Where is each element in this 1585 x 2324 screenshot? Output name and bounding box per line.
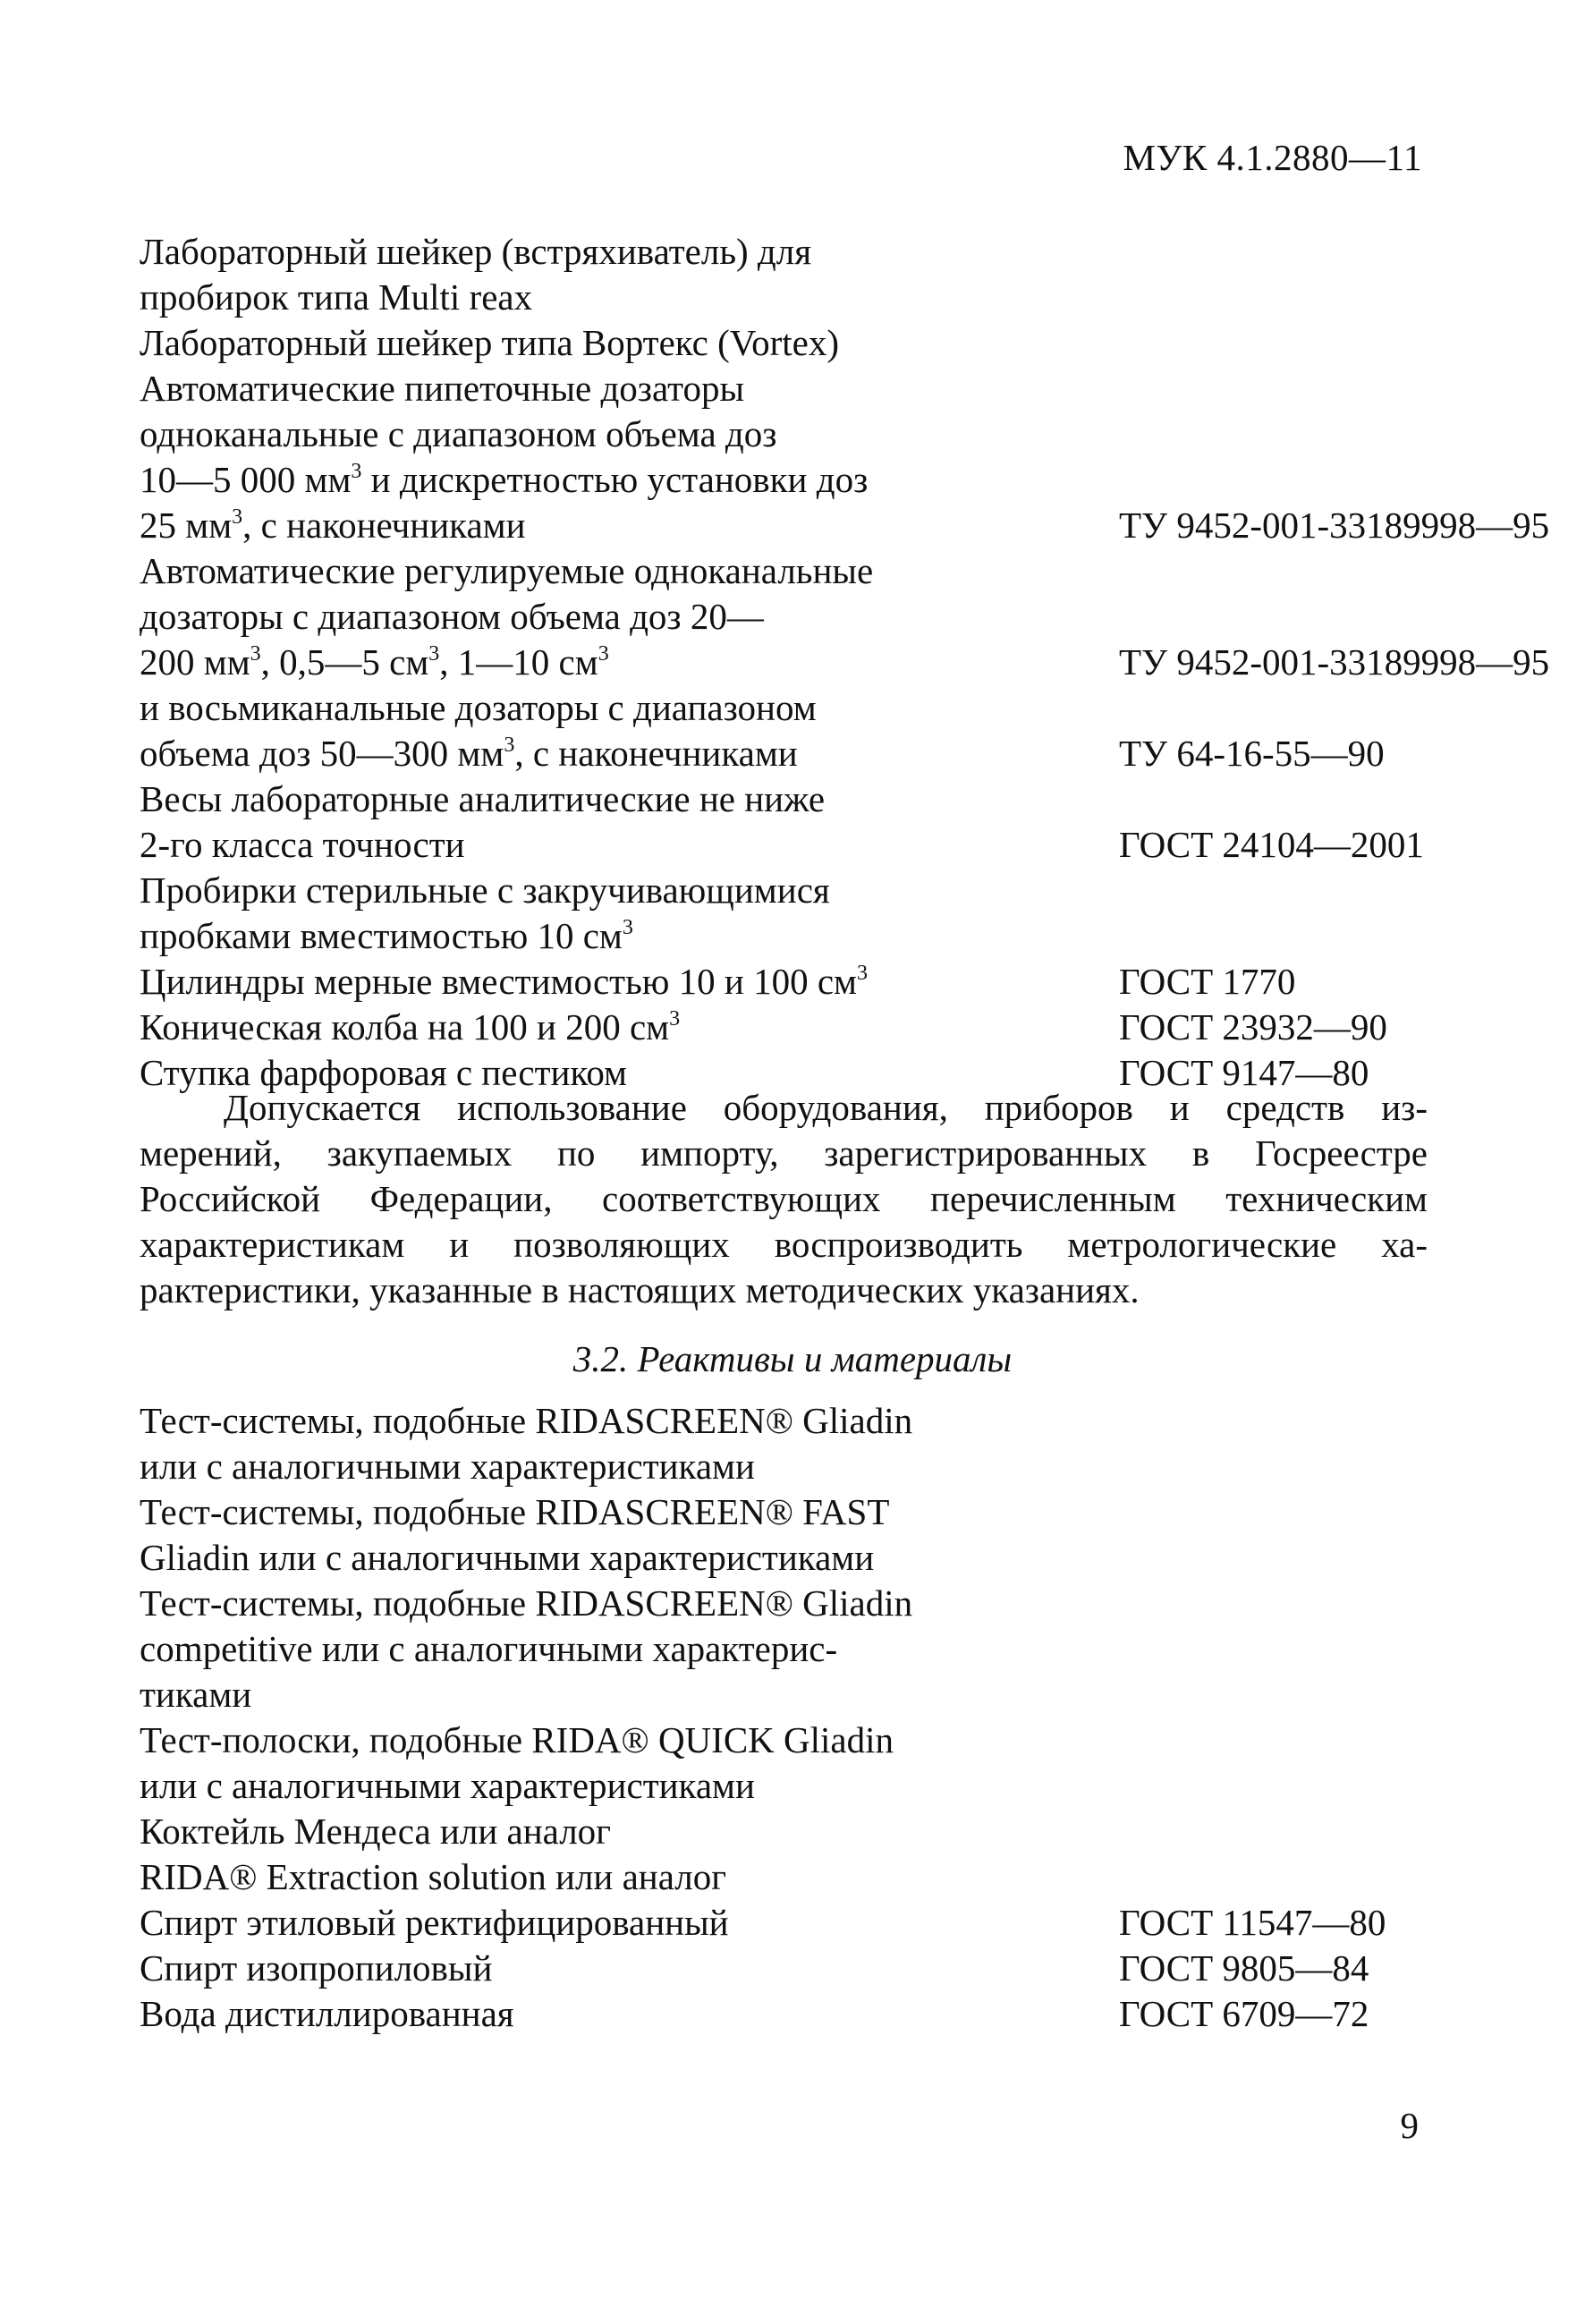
equipment-description-line: Весы лабораторные аналитические не ниже	[140, 778, 826, 819]
reagent-description	[140, 1489, 980, 1581]
equipment-item	[140, 685, 1445, 776]
reagent-description-line: или с аналогичными характеристиками	[140, 1446, 755, 1487]
reagent-item	[140, 1398, 1445, 1489]
document-code-header: МУК 4.1.2880—11	[1123, 137, 1422, 178]
paragraph-line: Российской Федерации, соответствующих перечисленным техническим	[140, 1178, 1428, 1219]
equipment-description-line: пробирок типа Multi reax	[140, 276, 533, 318]
reagent-description-line: или с аналогичными характеристиками	[140, 1765, 755, 1806]
equipment-list	[140, 229, 1550, 1096]
equipment-description-line: 2-го класса точности	[140, 824, 465, 865]
equipment-description-line: и восьмиканальные дозаторы с диапазоном	[140, 687, 817, 728]
equipment-description-line: Пробирки стерильные с закручивающимися	[140, 869, 830, 911]
equipment-description-line: 200 $мм^3$, 0,5—5 $см^3$, 1—10 $см^3$	[140, 641, 609, 683]
reagent-description-line: Вода дистиллированная	[140, 1993, 514, 2034]
reagent-description	[140, 1854, 980, 1900]
equipment-standard: ТУ 9452-001-33189998—95	[1119, 505, 1550, 546]
page-number: 9	[1400, 2105, 1419, 2146]
reagent-item	[140, 1809, 1445, 1854]
equipment-description	[140, 1005, 980, 1050]
reagent-description-line: Тест-системы, подобные RIDASCREEN® Gliadin	[140, 1582, 913, 1624]
equipment-item	[140, 959, 1445, 1005]
equipment-standard: ГОСТ 9147—80	[1119, 1052, 1369, 1093]
section-title: 3.2. Реактивы и материалы	[572, 1338, 1013, 1379]
paragraph-line: характеристикам и позволяющих воспроизводить метрологические ха-	[140, 1224, 1428, 1265]
equipment-item	[140, 776, 1445, 868]
reagent-description-line: Тест-полоски, подобные RIDA® QUICK Gliadin	[140, 1719, 894, 1760]
equipment-description	[140, 229, 980, 320]
equipment-item	[140, 320, 1445, 366]
equipment-description-line: Коническая колба на 100 и 200 $см^3$	[140, 1006, 681, 1047]
reagent-description-line: Gliadin или с аналогичными характеристиками	[140, 1537, 875, 1578]
reagent-description	[140, 1581, 980, 1718]
equipment-item	[140, 229, 1445, 320]
equipment-description-line: дозаторы с диапазоном объема доз 20—	[140, 596, 764, 637]
reagent-item	[140, 1718, 1445, 1809]
reagent-description-line: Тест-системы, подобные RIDASCREEN® FAST	[140, 1491, 890, 1532]
equipment-item	[140, 1005, 1445, 1050]
reagent-standard: ГОСТ 6709—72	[1119, 1993, 1369, 2034]
reagent-standard: ГОСТ 11547—80	[1119, 1902, 1386, 1943]
equipment-standard: ТУ 64-16-55—90	[1119, 733, 1385, 774]
reagent-description	[140, 1991, 980, 2037]
reagent-description	[140, 1718, 980, 1809]
equipment-standard: ГОСТ 24104—2001	[1119, 824, 1424, 865]
equipment-description-line: Лабораторный шейкер типа Вортекс (Vortex)	[140, 322, 840, 363]
reagent-standard: ГОСТ 9805—84	[1119, 1947, 1369, 1989]
reagent-item	[140, 1581, 1445, 1718]
equipment-item	[140, 548, 1550, 685]
equipment-description	[140, 959, 980, 1005]
paragraph-line: рактеристики, указанные в настоящих методических указаниях.	[140, 1269, 1140, 1310]
reagent-description-line: Тест-системы, подобные RIDASCREEN® Gliadin	[140, 1400, 913, 1441]
reagent-description-line: тиками	[140, 1674, 252, 1715]
equipment-description	[140, 548, 980, 685]
equipment-description-line: объема доз 50—300 $мм^3$, с наконечниками	[140, 733, 798, 774]
reagent-description	[140, 1398, 980, 1489]
equipment-item	[140, 868, 1445, 959]
reagent-description-line: Коктейль Мендеса или аналог	[140, 1811, 611, 1852]
equipment-description	[140, 366, 980, 548]
equipment-description	[140, 776, 980, 868]
equipment-description	[140, 868, 980, 959]
equipment-description-line: 25 $мм^3$, с наконечниками	[140, 505, 526, 546]
equipment-description-line: Ступка фарфоровая с пестиком	[140, 1052, 627, 1093]
equipment-description	[140, 320, 980, 366]
reagents-list	[140, 1398, 1445, 2037]
equipment-standard: ГОСТ 1770	[1119, 961, 1296, 1002]
equipment-note-paragraph	[140, 1085, 1428, 1313]
reagent-description	[140, 1900, 980, 1946]
reagent-item	[140, 1946, 1445, 1991]
equipment-description-line: одноканальные с диапазоном объема доз	[140, 413, 777, 454]
paragraph-line: мерений, закупаемых по импорту, зарегистрированных в Госреестре	[140, 1132, 1428, 1174]
reagent-description	[140, 1946, 980, 1991]
equipment-description-line: Автоматические регулируемые одноканальные	[140, 550, 874, 591]
reagent-item	[140, 1489, 1445, 1581]
equipment-standard: ГОСТ 23932—90	[1119, 1006, 1387, 1047]
reagent-description-line: Спирт этиловый ректифицированный	[140, 1902, 729, 1943]
equipment-description-line: Лабораторный шейкер (встряхиватель) для	[140, 231, 812, 272]
reagent-item	[140, 1900, 1445, 1946]
equipment-standard: ТУ 9452-001-33189998—95	[1119, 641, 1550, 683]
reagent-item	[140, 1854, 1445, 1900]
equipment-description	[140, 685, 980, 776]
reagent-description-line: competitive или с аналогичными характерис-	[140, 1628, 838, 1669]
equipment-description-line: 10—5 000 $мм^3$ и дискретностью установки доз	[140, 459, 869, 500]
reagent-description-line: Спирт изопропиловый	[140, 1947, 493, 1989]
reagent-description	[140, 1809, 980, 1854]
paragraph-line: Допускается использование оборудования, приборов и средств из-	[224, 1087, 1428, 1128]
equipment-description-line: Цилиндры мерные вместимостью 10 и 100 $см^3$	[140, 961, 869, 1002]
reagent-description-line: RIDA® Extraction solution или аналог	[140, 1856, 727, 1897]
reagent-item	[140, 1991, 1445, 2037]
equipment-description-line: пробками вместимостью 10 $см^3$	[140, 915, 633, 956]
equipment-description-line: Автоматические пипеточные дозаторы	[140, 368, 745, 409]
equipment-item	[140, 366, 1550, 548]
